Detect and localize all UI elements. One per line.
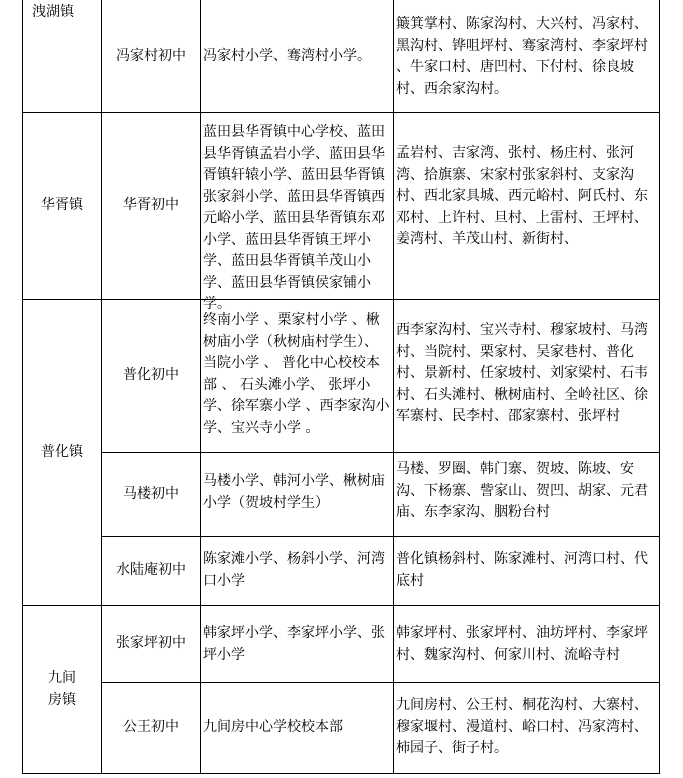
middle-school-label: 冯家村初中 bbox=[116, 48, 186, 65]
column-border bbox=[393, 0, 394, 774]
town-label: 华胥镇 bbox=[41, 197, 83, 214]
middle-school-name bbox=[102, 2, 200, 112]
primary-schools-cell bbox=[203, 683, 391, 773]
primary-schools-text: 九间房中心学校校本部 bbox=[203, 719, 343, 736]
middle-school-label: 张家坪初中 bbox=[116, 635, 186, 652]
villages-text: 簸箕掌村、陈家沟村、大兴村、冯家村、黑沟村、铧咀坪村、骞家湾村、李家坪村 、牛家口村、唐凹村、下付村、徐良坡村、西余家沟村。 bbox=[396, 16, 648, 97]
primary-schools-text: 蓝田县华胥镇中心学校、蓝田县华胥镇孟岩小学、蓝田县华胥镇轩辕小学、蓝田县华胥镇张家斜小学、蓝田县华胥镇西元峪小学、蓝田县华胥镇东邓小学、蓝田县华胥镇王坪小学、蓝田县华胥镇羊茂山小学、蓝田县华胥镇侯家铺小学。 bbox=[203, 124, 385, 312]
row-border bbox=[22, 773, 660, 774]
middle-school-name bbox=[102, 606, 200, 682]
middle-school-name bbox=[102, 113, 200, 299]
town-label: 九间房镇 bbox=[48, 670, 76, 708]
villages-cell bbox=[396, 549, 658, 592]
primary-schools-cell bbox=[203, 471, 391, 514]
middle-school-label: 公王初中 bbox=[123, 719, 179, 736]
middle-school-name bbox=[102, 683, 200, 773]
primary-schools-cell bbox=[203, 549, 391, 592]
middle-school-label: 普化初中 bbox=[123, 367, 179, 384]
villages-text: 西李家沟村、宝兴寺村、穆家坡村、马湾村、当院村、栗家村、吴家巷村、普化村、景新村、任家坡村、刘家梁村、石韦村、石头滩村、楸树庙村、全岭社区、徐军寨村、民李村、邵家寨村、张坪村 bbox=[396, 322, 648, 424]
primary-schools-text: 韩家坪小学、李家坪小学、张坪小学 bbox=[203, 625, 385, 663]
middle-school-label: 水陆庵初中 bbox=[116, 562, 186, 579]
primary-schools-text: 陈家滩小学、杨斜小学、河湾口小学 bbox=[203, 551, 385, 589]
town-name bbox=[23, 300, 101, 605]
villages-cell bbox=[396, 14, 658, 100]
column-border bbox=[200, 0, 201, 774]
villages-text: 九间房村、公王村、桐花沟村、大寨村、穆家堰村、漫道村、峪口村、冯家湾村、柿园子、街子村。 bbox=[396, 697, 648, 756]
column-border bbox=[659, 0, 660, 774]
villages-cell bbox=[396, 459, 658, 524]
villages-text: 普化镇杨斜村、陈家滩村、河湾口村、代底村 bbox=[396, 551, 648, 589]
middle-school-label: 马楼初中 bbox=[123, 485, 179, 502]
villages-text: 韩家坪村、张家坪村、油坊坪村、李家坪村、魏家沟村、何家川村、流峪寺村 bbox=[396, 625, 648, 663]
villages-cell bbox=[396, 623, 658, 666]
town-name bbox=[23, 113, 101, 299]
middle-school-name bbox=[102, 453, 200, 536]
middle-school-label: 华胥初中 bbox=[123, 197, 179, 214]
town-label: 普化镇 bbox=[41, 443, 83, 460]
primary-schools-text: 马楼小学、韩河小学、楸树庙小学（贺坡村学生） bbox=[203, 473, 385, 511]
primary-schools-text: 终南小学 、栗家村小学 、楸树庙小学（秋树庙村学生）、当院小学 、 普化中心校校本部 、 石头滩小学、 张坪小学、徐军寨小学 、西李家沟小学、宝兴寺小学 。 bbox=[203, 312, 390, 436]
primary-schools-cell bbox=[203, 623, 391, 666]
middle-school-name bbox=[102, 300, 200, 452]
primary-schools-text: 冯家村小学、骞湾村小学。 bbox=[203, 48, 371, 65]
villages-cell bbox=[396, 143, 658, 251]
villages-cell bbox=[396, 320, 658, 428]
villages-text: 马楼、罗圈、韩门寨、贺坡、陈坡、安沟、下杨寨、訾家山、贺凹、胡家、元君庙、东李家沟、胭粉台村 bbox=[396, 461, 648, 520]
primary-schools-cell bbox=[203, 310, 391, 439]
villages-text: 孟岩村、吉家湾、张村、杨庄村、张河湾、拾旗寨、宋家村张家斜村、支家沟村、西北家具城、西元峪村、阿氏村、东邓村、上许村、旦村、上雷村、王坪村、姜湾村、羊茂山村、新街村、 bbox=[396, 145, 648, 247]
primary-schools-cell bbox=[203, 2, 391, 112]
town-name: 洩湖镇 bbox=[32, 4, 74, 20]
town-name bbox=[23, 606, 101, 773]
villages-cell bbox=[396, 695, 658, 760]
primary-schools-cell bbox=[203, 122, 391, 316]
middle-school-name bbox=[102, 537, 200, 605]
